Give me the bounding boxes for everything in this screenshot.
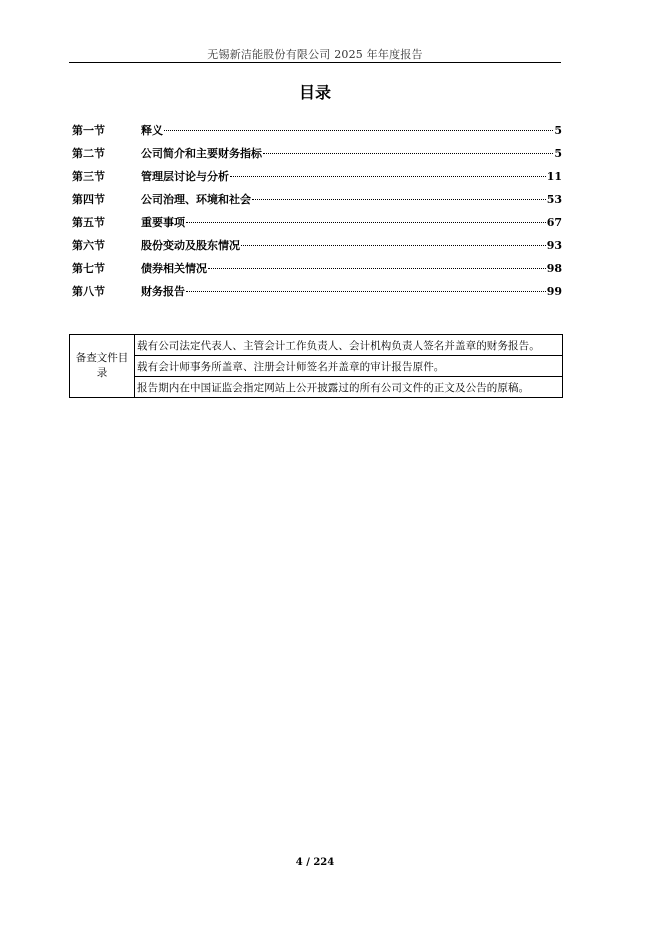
toc-leader-dots [208,268,546,269]
toc-section-number: 第五节 [72,216,105,229]
toc-page-number: 67 [546,216,562,229]
reference-documents-table [69,334,563,398]
toc-section-title: 公司治理、环境和社会 [141,193,251,206]
toc-row[interactable] [72,145,562,168]
toc-section-title: 股份变动及股东情况 [141,239,240,252]
toc-row[interactable] [72,214,562,237]
toc-section-title: 重要事项 [141,216,185,229]
toc-page-number: 5 [554,147,562,160]
toc-section-title: 管理层讨论与分析 [141,170,229,183]
toc-leader-dots [252,199,546,200]
table-row [70,356,563,377]
reference-documents-label: 备查文件目录 [70,335,135,398]
report-header: 无锡新洁能股份有限公司 2025 年年度报告 [207,48,423,61]
toc-section-number: 第七节 [72,262,105,275]
toc-section-title: 公司简介和主要财务指标 [141,147,262,160]
page-title: 目录 [298,83,331,102]
toc-section-title: 释义 [141,124,163,137]
toc-section-number: 第六节 [72,239,105,252]
toc-row[interactable] [72,260,562,283]
toc-row[interactable] [72,191,562,214]
table-row [70,335,563,356]
toc-row[interactable] [72,168,562,191]
toc-leader-dots [241,245,546,246]
toc-section-number: 第一节 [72,124,105,137]
toc-page-number: 99 [546,285,562,298]
toc-leader-dots [186,291,546,292]
toc-leader-dots [230,176,546,177]
table-row [70,377,563,398]
toc-section-number: 第三节 [72,170,105,183]
toc-leader-dots [164,130,553,131]
reference-document-item: 报告期内在中国证监会指定网站上公开披露过的所有公司文件的正文及公告的原稿。 [135,377,563,398]
reference-document-item: 载有会计师事务所盖章、注册会计师签名并盖章的审计报告原件。 [135,356,563,377]
toc-page-number: 53 [546,193,562,206]
reference-document-item: 载有公司法定代表人、主管会计工作负责人、会计机构负责人签名并盖章的财务报告。 [135,335,563,356]
toc-page-number: 5 [554,124,562,137]
table-of-contents [72,122,562,306]
toc-page-number: 98 [546,262,562,275]
page-number: 4 / 224 [295,857,335,868]
toc-section-title: 财务报告 [141,285,185,298]
toc-section-number: 第四节 [72,193,105,206]
toc-row[interactable] [72,122,562,145]
toc-section-number: 第八节 [72,285,105,298]
toc-section-number: 第二节 [72,147,105,160]
toc-section-title: 债券相关情况 [141,262,207,275]
toc-row[interactable] [72,237,562,260]
toc-row[interactable] [72,283,562,306]
toc-leader-dots [186,222,546,223]
header-divider [69,62,561,63]
toc-page-number: 93 [546,239,562,252]
toc-page-number: 11 [546,170,562,183]
toc-leader-dots [263,153,553,154]
